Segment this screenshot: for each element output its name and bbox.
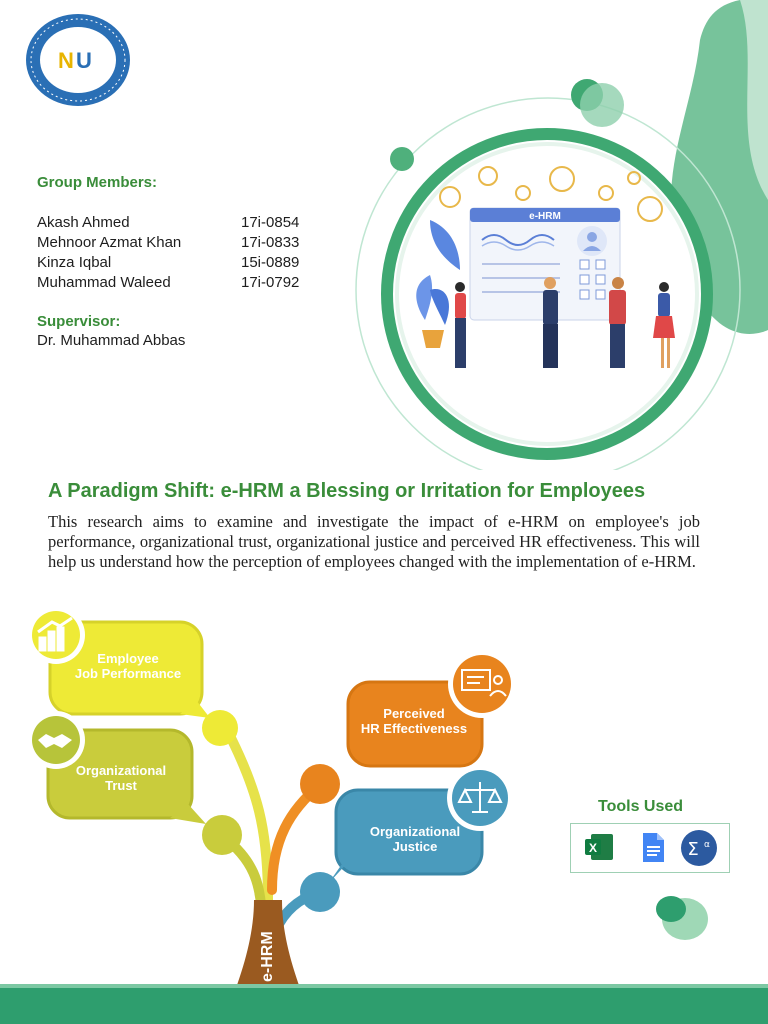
- footer-band: [0, 988, 768, 1024]
- member-id: 17i-0792: [241, 274, 300, 291]
- branch-label-text: Organizational Trust: [75, 763, 167, 793]
- branch-label-text: Organizational Justice: [369, 824, 461, 854]
- ehrm-illustration: [400, 160, 700, 380]
- branch-label-text: Employee Job Performance: [74, 651, 182, 681]
- supervisor-title: Supervisor:: [37, 313, 121, 330]
- svg-text:N: N: [58, 48, 74, 73]
- research-description: This research aims to examine and investigate the impact of e-HRM on employee's job performance, organizational trust, organizational justice and perceived HR effectiveness. This will help us understand how the perception of employees changed with the implementation of e-HRM.: [48, 512, 700, 571]
- member-id: 17i-0833: [241, 234, 300, 251]
- branch-label-job-performance: [55, 651, 201, 681]
- member-row: [37, 213, 337, 233]
- tools-box: [570, 823, 730, 873]
- member-name: Mehnoor Azmat Khan: [37, 234, 182, 251]
- member-row: [37, 253, 337, 273]
- screen-title: e-HRM: [529, 211, 561, 222]
- group-members-title: Group Members:: [37, 174, 158, 191]
- branch-label-justice: [340, 824, 490, 854]
- google-docs-icon: [643, 833, 664, 862]
- tools-used-title: Tools Used: [598, 798, 684, 815]
- svg-text:α: α: [704, 840, 710, 850]
- decorative-blob: [656, 896, 686, 922]
- svg-text:Σ: Σ: [687, 839, 699, 860]
- svg-text:X: X: [588, 841, 598, 855]
- branch-label-trust: [52, 763, 190, 793]
- member-id: 15i-0889: [241, 254, 300, 271]
- member-row: [37, 233, 337, 253]
- trunk-label: e-HRM: [259, 931, 276, 982]
- members-list: [37, 213, 337, 293]
- supervisor-name: Dr. Muhammad Abbas: [37, 332, 186, 349]
- member-name: Muhammad Waleed: [37, 274, 171, 291]
- member-id: 17i-0854: [241, 214, 300, 231]
- sigma-statistics-icon: [681, 830, 717, 866]
- branch-label-text: Perceived HR Effectiveness: [360, 706, 468, 736]
- branch-label-hr-effectiveness: [346, 706, 482, 736]
- svg-text:U: U: [76, 48, 92, 73]
- research-title: A Paradigm Shift: e-HRM a Blessing or Irritation for Employees: [48, 480, 646, 502]
- member-name: Kinza Iqbal: [37, 254, 112, 271]
- member-name: Akash Ahmed: [37, 214, 130, 231]
- excel-icon: [585, 834, 613, 860]
- university-logo: [25, 13, 131, 108]
- member-row: [37, 273, 337, 293]
